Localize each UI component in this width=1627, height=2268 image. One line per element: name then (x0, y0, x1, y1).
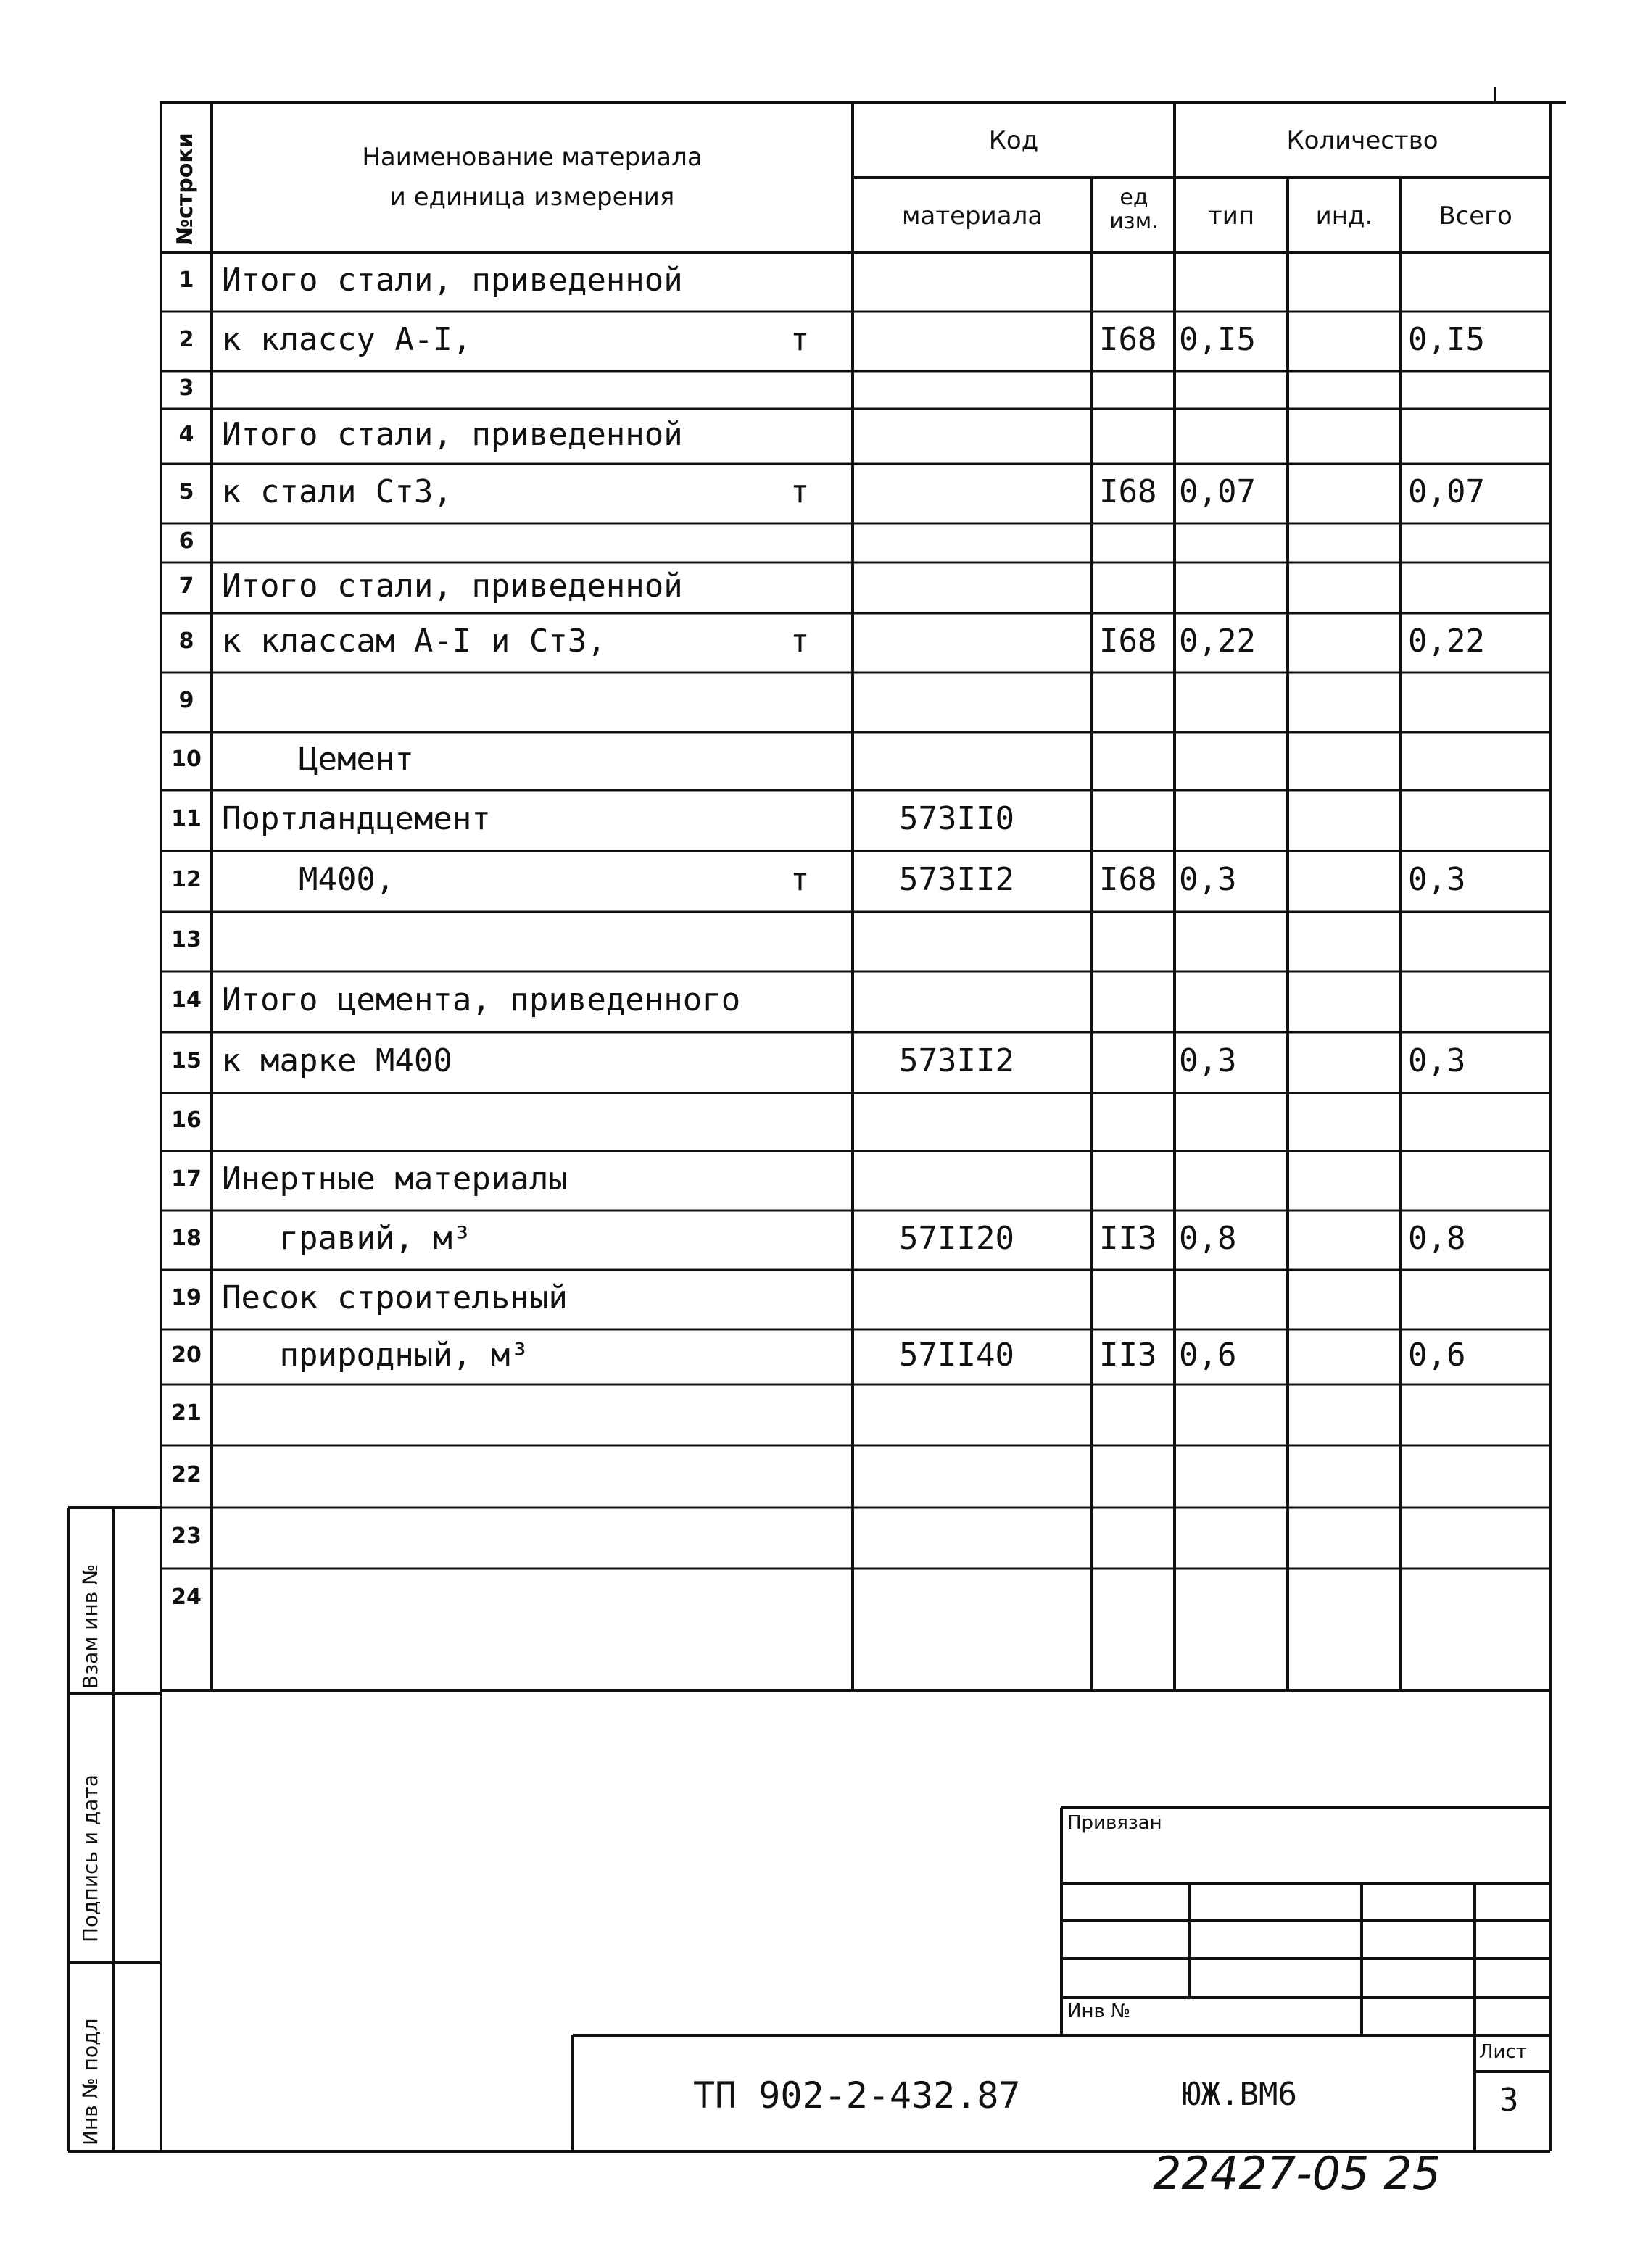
row-unit-code: II3 (1099, 1337, 1157, 1374)
header-name-line2: и единица измерения (389, 183, 675, 212)
row-number: 8 (178, 628, 194, 654)
stamp-privyazan: Привязан (1067, 1812, 1162, 1834)
row-number: 6 (178, 528, 194, 554)
stamp-sheet-number: 3 (1499, 2082, 1519, 2119)
row-number: 22 (171, 1462, 202, 1487)
row-name: гравий, м³ (222, 1220, 472, 1257)
row-unit-code: II3 (1099, 1220, 1157, 1257)
row-material-code: 573II0 (899, 800, 1014, 837)
row-name: Итого цемента, приведенного (222, 981, 741, 1018)
row-qty-total: 0,3 (1408, 861, 1466, 898)
row-qty-type: 0,07 (1179, 473, 1256, 510)
row-name: к марке М400 (222, 1042, 452, 1079)
row-unit-code: I68 (1099, 623, 1157, 660)
row-number: 5 (178, 479, 194, 504)
row-qty-type: 0,6 (1179, 1337, 1237, 1374)
row-name: Цемент (222, 741, 414, 778)
row-number: 2 (178, 327, 194, 352)
header-qty-total: Всего (1438, 202, 1512, 230)
row-number: 19 (171, 1285, 202, 1310)
row-number: 3 (178, 375, 194, 401)
row-name: Портландцемент (222, 800, 491, 837)
row-qty-total: 0,8 (1408, 1220, 1466, 1257)
row-number: 17 (171, 1166, 202, 1192)
row-qty-type: 0,I5 (1179, 321, 1256, 358)
row-material-code: 573II2 (899, 1042, 1014, 1079)
row-number: 9 (178, 688, 194, 713)
row-unit: т (790, 623, 810, 660)
row-qty-total: 0,07 (1408, 473, 1485, 510)
row-material-code: 57II40 (899, 1337, 1014, 1374)
row-qty-type: 0,22 (1179, 623, 1256, 660)
side-label-vzam-inv: Взам инв № (78, 1563, 102, 1689)
row-number: 14 (171, 987, 202, 1013)
stamp-inv-no: Инв № (1067, 2001, 1131, 2022)
row-number: 24 (171, 1584, 202, 1610)
row-number: 13 (171, 927, 202, 952)
header-code: Код (988, 126, 1039, 155)
row-qty-total: 0,22 (1408, 623, 1485, 660)
header-quantity: Количество (1286, 126, 1438, 155)
row-name: Итого стали, приведенной (222, 416, 683, 453)
row-number: 7 (178, 573, 194, 599)
header-row-number: №строки (173, 133, 198, 245)
row-name: Инертные материалы (222, 1160, 568, 1197)
row-number: 21 (171, 1400, 202, 1426)
row-number: 1 (178, 267, 194, 293)
header-name-line1: Наименование материала (362, 143, 703, 172)
stamp-document-suffix: ЮЖ.ВМ6 (1182, 2076, 1297, 2113)
row-name: природный, м³ (222, 1337, 529, 1374)
stamp-document-code: ТП 902-2-432.87 (693, 2074, 1021, 2117)
row-material-code: 57II20 (899, 1220, 1014, 1257)
row-name: к стали Ст3, (222, 473, 452, 510)
row-unit: т (790, 321, 810, 358)
row-qty-type: 0,8 (1179, 1220, 1237, 1257)
row-number: 18 (171, 1226, 202, 1251)
row-number: 20 (171, 1342, 202, 1368)
row-name: Итого стали, приведенной (222, 262, 683, 299)
header-code-unit: ед изм. (1109, 185, 1159, 234)
row-unit: т (790, 473, 810, 510)
row-qty-total: 0,I5 (1408, 321, 1485, 358)
row-qty-type: 0,3 (1179, 1042, 1237, 1079)
row-qty-type: 0,3 (1179, 861, 1237, 898)
row-unit-code: I68 (1099, 321, 1157, 358)
stamp-sheet-label: Лист (1479, 2041, 1527, 2063)
row-qty-total: 0,3 (1408, 1042, 1466, 1079)
row-name: к классу А-I, (222, 321, 472, 358)
row-number: 12 (171, 867, 202, 892)
header-qty-type: тип (1207, 202, 1255, 230)
row-name: М400, (222, 861, 395, 898)
row-material-code: 573II2 (899, 861, 1014, 898)
side-label-inv-podl: Инв № подл (78, 2018, 102, 2146)
row-number: 11 (171, 806, 202, 831)
row-name: к классам А-I и Ст3, (222, 623, 606, 660)
header-qty-ind: инд. (1315, 202, 1373, 230)
row-unit-code: I68 (1099, 861, 1157, 898)
row-qty-total: 0,6 (1408, 1337, 1466, 1374)
side-label-podpis-data: Подпись и дата (78, 1774, 102, 1943)
row-number: 16 (171, 1108, 202, 1133)
header-code-material: материала (901, 202, 1043, 230)
row-unit-code: I68 (1099, 473, 1157, 510)
row-number: 10 (171, 747, 202, 772)
row-name: Итого стали, приведенной (222, 568, 683, 605)
row-name: Песок строительный (222, 1279, 568, 1316)
handwritten-archive-number: 22427-05 25 (1153, 2147, 1441, 2200)
row-number: 23 (171, 1524, 202, 1549)
row-number: 4 (178, 422, 194, 447)
row-unit: т (790, 861, 810, 898)
row-number: 15 (171, 1048, 202, 1073)
